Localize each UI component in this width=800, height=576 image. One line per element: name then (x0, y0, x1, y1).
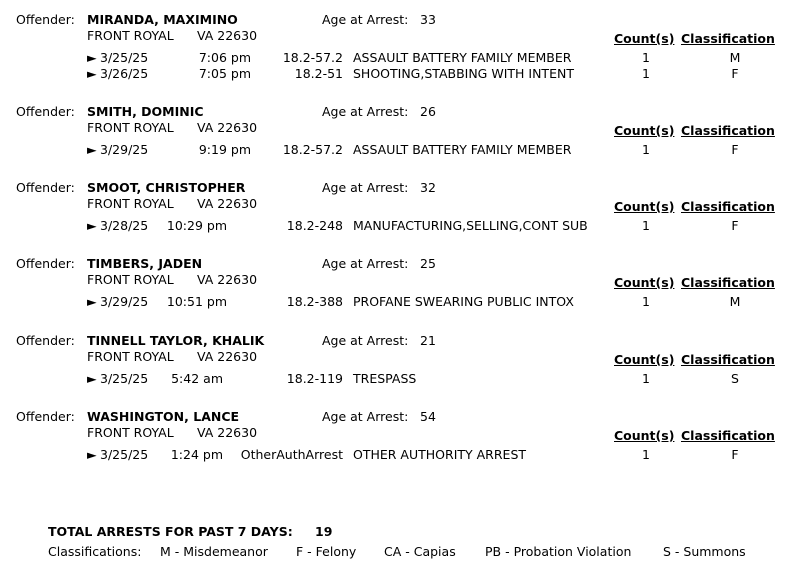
arrow-icon: ► (87, 50, 97, 65)
age-label: Age at Arrest: (322, 409, 409, 424)
charge-description: ASSAULT BATTERY FAMILY MEMBER (353, 50, 572, 65)
charge-classification: S (731, 371, 739, 386)
arrow-icon: ► (87, 66, 97, 81)
charge-description: TRESPASS (353, 371, 417, 386)
offender-name: TIMBERS, JADEN (87, 256, 203, 271)
counts-header: Count(s) (614, 275, 675, 290)
legend-item: CA - Capias (384, 544, 456, 559)
age-value: 21 (420, 333, 436, 348)
offender-state-zip: VA 22630 (197, 272, 258, 287)
offender-state-zip: VA 22630 (197, 349, 258, 364)
charge-classification: F (731, 142, 739, 157)
charge-count: 1 (642, 447, 650, 462)
charge-description: MANUFACTURING,SELLING,CONT SUB (353, 218, 588, 233)
charge-date: 3/25/25 (100, 50, 149, 65)
offender-state-zip: VA 22630 (197, 120, 258, 135)
charge-code: 18.2-51 (294, 66, 343, 81)
age-value: 33 (420, 12, 436, 27)
charge-classification: M (729, 50, 741, 65)
arrow-icon: ► (87, 142, 97, 157)
classification-header: Classification (681, 352, 775, 367)
age-label: Age at Arrest: (322, 104, 409, 119)
counts-header: Count(s) (614, 428, 675, 443)
charge-description: ASSAULT BATTERY FAMILY MEMBER (353, 142, 572, 157)
age-value: 26 (420, 104, 436, 119)
charge-code: 18.2-57.2 (282, 50, 343, 65)
age-label: Age at Arrest: (322, 180, 409, 195)
offender-city: FRONT ROYAL (87, 272, 174, 287)
charge-count: 1 (642, 371, 650, 386)
arrow-icon: ► (87, 447, 97, 462)
counts-header: Count(s) (614, 123, 675, 138)
offender-label: Offender: (16, 180, 75, 195)
offender-name: TINNELL TAYLOR, KHALIK (87, 333, 265, 348)
legend-item: F - Felony (296, 544, 357, 559)
charge-classification: M (729, 294, 741, 309)
charge-time: 7:05 pm (198, 66, 251, 81)
offender-label: Offender: (16, 409, 75, 424)
charge-time: 5:42 am (171, 371, 223, 386)
age-value: 54 (420, 409, 436, 424)
charge-time: 1:24 pm (170, 447, 223, 462)
age-label: Age at Arrest: (322, 333, 409, 348)
age-label: Age at Arrest: (322, 12, 409, 27)
offender-name: SMITH, DOMINIC (87, 104, 204, 119)
charge-time: 10:29 pm (166, 218, 227, 233)
charge-time: 7:06 pm (198, 50, 251, 65)
offender-name: MIRANDA, MAXIMINO (87, 12, 238, 27)
classification-header: Classification (681, 428, 775, 443)
offender-city: FRONT ROYAL (87, 28, 174, 43)
charge-count: 1 (642, 50, 650, 65)
charge-date: 3/28/25 (100, 218, 149, 233)
counts-header: Count(s) (614, 31, 675, 46)
offender-city: FRONT ROYAL (87, 349, 174, 364)
charge-date: 3/25/25 (100, 371, 149, 386)
age-value: 32 (420, 180, 436, 195)
legend-item: M - Misdemeanor (160, 544, 268, 559)
charge-code: 18.2-57.2 (282, 142, 343, 157)
age-value: 25 (420, 256, 436, 271)
charge-time: 10:51 pm (166, 294, 227, 309)
offender-label: Offender: (16, 104, 75, 119)
charge-classification: F (731, 447, 739, 462)
charge-code: 18.2-119 (286, 371, 343, 386)
charge-date: 3/25/25 (100, 447, 149, 462)
charge-time: 9:19 pm (198, 142, 251, 157)
offender-name: WASHINGTON, LANCE (87, 409, 240, 424)
charge-description: PROFANE SWEARING PUBLIC INTOX (353, 294, 574, 309)
charge-date: 3/29/25 (100, 294, 149, 309)
charge-code: OtherAuthArrest (240, 447, 343, 462)
offender-label: Offender: (16, 333, 75, 348)
charge-classification: F (731, 218, 739, 233)
arrow-icon: ► (87, 294, 97, 309)
offender-state-zip: VA 22630 (197, 28, 258, 43)
counts-header: Count(s) (614, 199, 675, 214)
charge-code: 18.2-388 (286, 294, 343, 309)
charge-count: 1 (642, 142, 650, 157)
arrow-icon: ► (87, 371, 97, 386)
counts-header: Count(s) (614, 352, 675, 367)
classification-header: Classification (681, 31, 775, 46)
charge-count: 1 (642, 66, 650, 81)
offender-state-zip: VA 22630 (197, 425, 258, 440)
offender-city: FRONT ROYAL (87, 425, 174, 440)
total-value: 19 (315, 524, 333, 539)
charge-classification: F (731, 66, 739, 81)
offender-state-zip: VA 22630 (197, 196, 258, 211)
charge-description: OTHER AUTHORITY ARREST (353, 447, 527, 462)
offender-city: FRONT ROYAL (87, 120, 174, 135)
charge-date: 3/26/25 (100, 66, 149, 81)
charge-description: SHOOTING,STABBING WITH INTENT (353, 66, 574, 81)
total-label: TOTAL ARRESTS FOR PAST 7 DAYS: (48, 524, 293, 539)
offender-city: FRONT ROYAL (87, 196, 174, 211)
age-label: Age at Arrest: (322, 256, 409, 271)
legend-item: PB - Probation Violation (485, 544, 632, 559)
classification-header: Classification (681, 199, 775, 214)
offender-name: SMOOT, CHRISTOPHER (87, 180, 246, 195)
legend-label: Classifications: (48, 544, 142, 559)
charge-count: 1 (642, 218, 650, 233)
classification-header: Classification (681, 275, 775, 290)
charge-count: 1 (642, 294, 650, 309)
charge-date: 3/29/25 (100, 142, 149, 157)
legend-item: S - Summons (663, 544, 746, 559)
arrow-icon: ► (87, 218, 97, 233)
charge-code: 18.2-248 (286, 218, 343, 233)
offender-label: Offender: (16, 12, 75, 27)
classification-header: Classification (681, 123, 775, 138)
offender-label: Offender: (16, 256, 75, 271)
